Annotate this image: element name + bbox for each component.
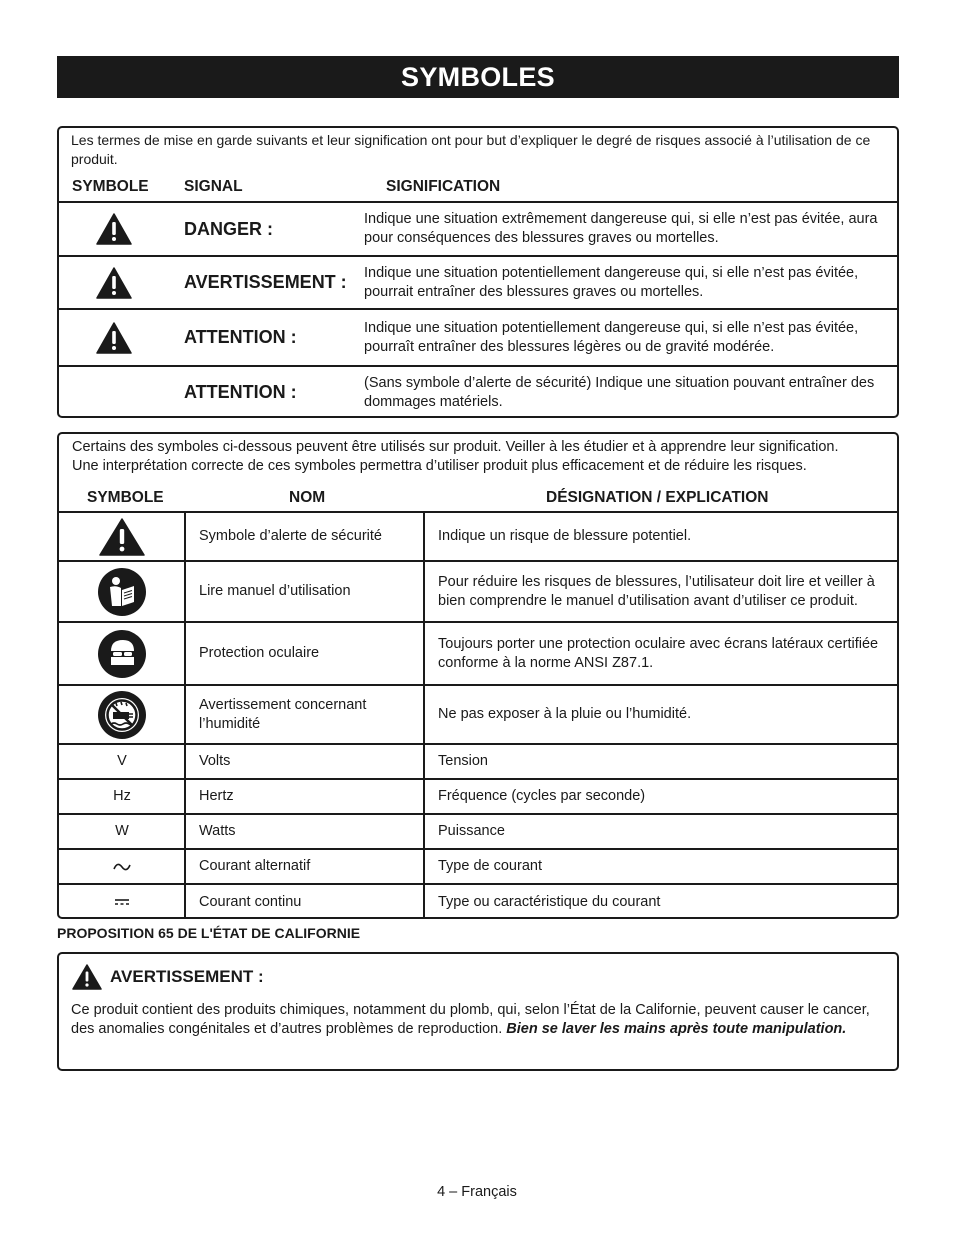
header-signal: SIGNAL bbox=[184, 178, 243, 195]
prop65-warning-text bbox=[71, 1001, 887, 1038]
symbol-row bbox=[59, 743, 897, 778]
symbols-intro-line1: Certains des symboles ci-dessous peuvent être utilisés sur produit. Veiller à les étudier et à apprendre leur signification. bbox=[72, 439, 839, 455]
signal-row-attention bbox=[59, 308, 897, 365]
symbols-table bbox=[57, 432, 899, 919]
signal-label: ATTENTION : bbox=[184, 382, 297, 402]
symbol-text: V bbox=[117, 753, 127, 769]
warning-triangle-icon bbox=[72, 964, 102, 990]
symbol-row bbox=[59, 883, 897, 919]
symbol-row bbox=[59, 621, 897, 684]
symbol-row bbox=[59, 684, 897, 743]
symbol-name: Avertissement concernant l’humidité bbox=[199, 696, 367, 732]
signal-meaning: Indique une situation potentiellement dangereuse qui, si elle n’est pas évitée, pourrait entraîner des blessures graves ou mortelles. bbox=[364, 264, 859, 300]
symbol-description: Type ou caractéristique du courant bbox=[438, 893, 661, 910]
symbol-name: Watts bbox=[199, 823, 236, 839]
safety-alert-icon bbox=[99, 518, 145, 556]
prop65-warning-label: AVERTISSEMENT : bbox=[110, 967, 264, 986]
signal-meaning: Indique une situation extrêmement dangereuse qui, si elle n’est pas évitée, aura pour conséquences des blessures graves ou mortelles. bbox=[364, 211, 878, 246]
signal-row-attention-no-symbol bbox=[59, 365, 897, 418]
symbol-name: Volts bbox=[199, 753, 231, 769]
direct-current-icon bbox=[114, 898, 130, 906]
alternating-current-icon bbox=[113, 861, 131, 873]
prop65-warning-header bbox=[72, 964, 264, 990]
read-manual-icon bbox=[98, 568, 146, 616]
prop65-emphasis: Bien se laver les mains après toute manipulation. bbox=[506, 1020, 847, 1037]
signal-meaning: (Sans symbole d’alerte de sécurité) Indique une situation pouvant entraîner des dommages matériels. bbox=[364, 374, 875, 410]
signal-row-avertissement bbox=[59, 255, 897, 308]
page-footer: 4 – Français bbox=[437, 1184, 517, 1200]
symbol-description: Ne pas exposer à la pluie ou l’humidité. bbox=[438, 706, 692, 722]
signal-meaning: Indique une situation potentiellement dangereuse qui, si elle n’est pas évitée, pourraît entraîner des blessures légères ou de gravité modérée. bbox=[364, 319, 859, 355]
warning-triangle-icon bbox=[96, 322, 132, 354]
header-symbole: SYMBOLE bbox=[72, 178, 149, 195]
signal-row-danger bbox=[59, 201, 897, 255]
symbol-description: Toujours porter une protection oculaire avec écrans latéraux certifiée conforme à la norme ANSI Z87.1. bbox=[438, 635, 879, 671]
symbol-description: Tension bbox=[438, 753, 488, 769]
header-signification: SIGNIFICATION bbox=[386, 178, 501, 195]
prop65-heading: PROPOSITION 65 DE L'ÉTAT DE CALIFORNIE bbox=[57, 925, 361, 941]
symbol-description: Indique un risque de blessure potentiel. bbox=[438, 528, 692, 544]
warning-triangle-icon bbox=[96, 213, 132, 245]
signal-words-table bbox=[57, 126, 899, 418]
symbol-row bbox=[59, 848, 897, 883]
page-title: SYMBOLES bbox=[57, 56, 899, 98]
symbol-description: Type de courant bbox=[438, 858, 542, 874]
symbol-name: Symbole d’alerte de sécurité bbox=[199, 528, 382, 544]
symbol-name: Courant alternatif bbox=[199, 858, 311, 874]
symbol-row bbox=[59, 813, 897, 848]
symbol-text: W bbox=[115, 823, 129, 839]
symbol-name: Courant continu bbox=[199, 893, 302, 910]
symbol-row bbox=[59, 778, 897, 813]
symbol-description: Pour réduire les risques de blessures, l’utilisateur doit lire et veiller à bien comprendre le manuel d’utilisation avant d’utiliser ce produit. bbox=[438, 573, 875, 609]
symbol-row bbox=[59, 511, 897, 560]
signal-table-intro: Les termes de mise en garde suivants et leur signification ont pour but d’expliquer le degré de risques associé à l’utilisation de ce produit. bbox=[71, 132, 871, 167]
header-nom: NOM bbox=[289, 489, 326, 506]
signal-label: ATTENTION : bbox=[184, 327, 297, 347]
symbol-name: Protection oculaire bbox=[199, 645, 320, 661]
symbol-description: Fréquence (cycles par seconde) bbox=[438, 788, 646, 804]
symbols-intro-line2: Une interprétation correcte de ces symboles permettra d’utiliser produit plus efficacement et de réduire les risques. bbox=[72, 458, 807, 474]
symbol-row bbox=[59, 560, 897, 621]
symbol-description: Puissance bbox=[438, 823, 505, 839]
prop65-warning-box bbox=[57, 952, 899, 1071]
signal-label: DANGER : bbox=[184, 218, 273, 239]
header-designation: DÉSIGNATION / EXPLICATION bbox=[546, 489, 769, 506]
signal-label: AVERTISSEMENT : bbox=[184, 272, 347, 292]
eye-protection-icon bbox=[98, 630, 146, 678]
warning-triangle-icon bbox=[96, 267, 132, 299]
wet-conditions-icon bbox=[98, 691, 146, 739]
symbol-name: Lire manuel d’utilisation bbox=[199, 583, 351, 599]
header-symbole: SYMBOLE bbox=[87, 489, 164, 506]
prop65-text: Ce produit contient des produits chimiques, notamment du plomb, qui, selon l’État de la Californie, peuvent causer le cancer, des anomalies congénitales et d’autres problèmes de reproduction. bbox=[71, 1002, 870, 1037]
symbol-name: Hertz bbox=[199, 788, 234, 804]
symbol-text: Hz bbox=[113, 788, 131, 804]
